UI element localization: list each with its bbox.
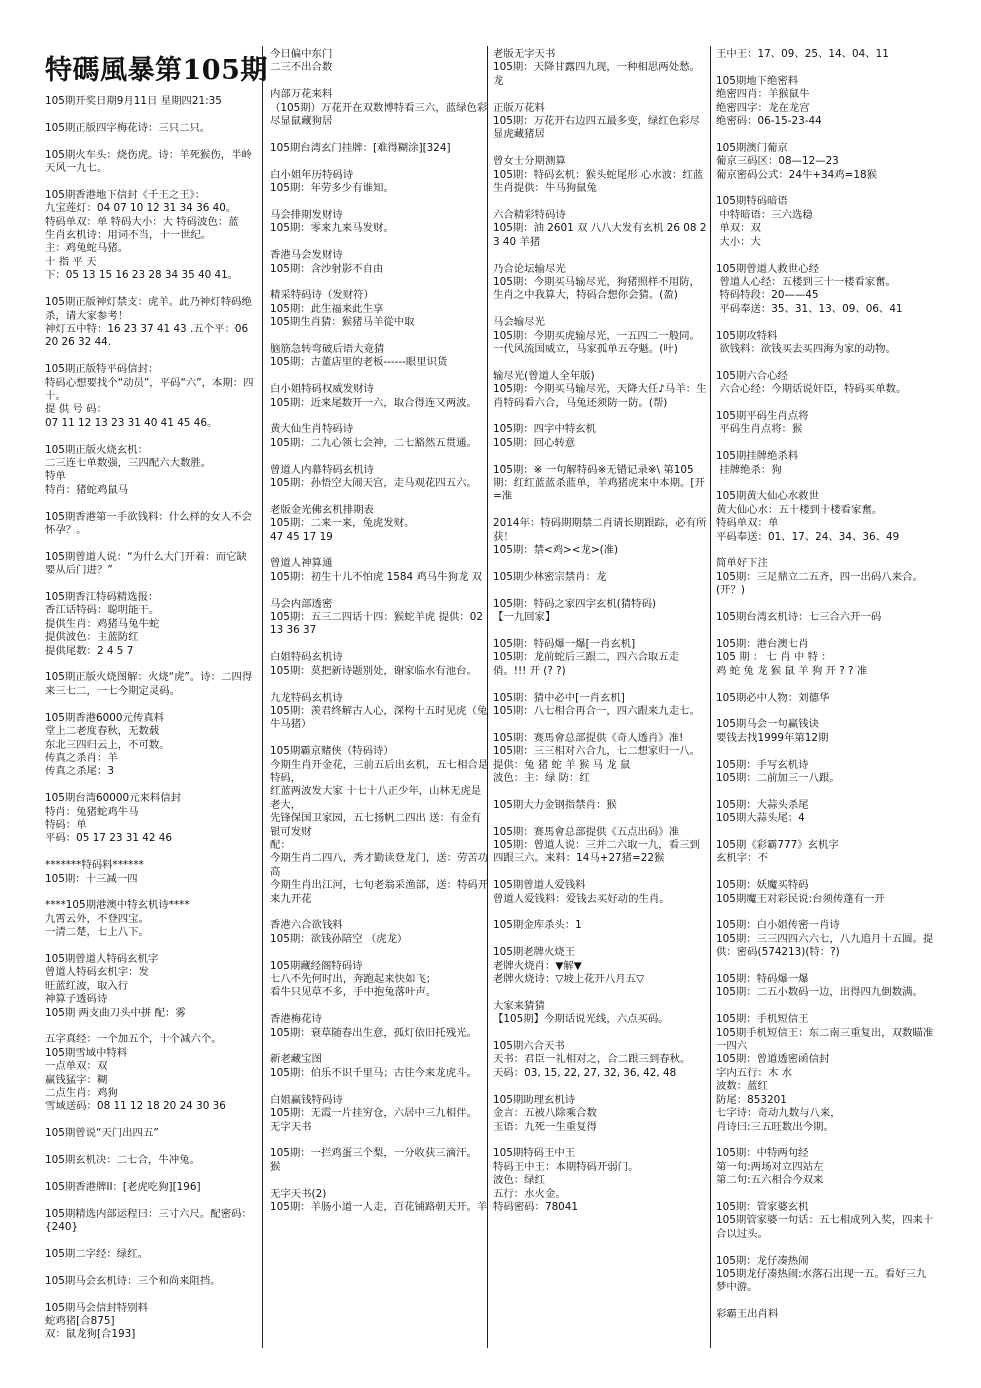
column-3-text: 老版无字天书 105期：天降甘露四九现，一种相思两处愁。龙 正版万花料 105期：万花开右边四五最多变，绿红色彩尽显虎藏猪居 曾女士分期测算 105期：特码玄机：猴头蛇尾形 心水波：红蓝 生肖提供：牛马狗鼠兔 六合精彩特码诗 105期：油 2601 双 八八大发有玄机 26 08 23 40 羊猪 乃合论坛输尽光 105期：今期买马输尽光，狗猪照样不用防，生肖之中我算大，特码合想你会猜。(盈) 马会输尽光 105期：今期买虎输尽光，一五四二一般同。一代风流国威立，马家孤单五夺魁。(叶) 输尽光(曾道人全年版) 105期：今期买马输尽光，天降大任♪马羊：生肖特码看六合，马兔还须防一防。(帮) 105期：四字中特玄机 105期：回心转意 105期：※ 一句解特码※无错记录※\ 第105期：红红蓝蓝杀蓝单，羊鸡猪虎来中本期。[开=准 2014年：特码期期禁二肖请长期跟踪，必有所获！ 105期：禁<鸡><龙>(准) 105期少林密宗禁肖：龙 105期：特码之家四字玄机(猜特码) 【一九回家】 105期：特码爆一爆[一肖玄机] 105期：龙前蛇后三跟二，四六合取五走俏。!!! 开 (? ?) 105期：猜中必中[一肖玄机] 105期：八七相合再合一，四六跟来九走七。 105期：赛馬會总部提供《奇人透肖》准! 105期：三三相对六合九，七二想家归一八。 提供：兔 猪 蛇 羊 猴 马 龙 鼠 波色：主：绿 防：红 105期大力金钢指禁肖：猴 105期：赛馬會总部提供《五点出码》准 105期：曾道人说：三并二六取一九，看三到四跟三六。来料：14马+27猪=22猴 105期曾道人爱钱料 曾道人爱钱料：爱钱去买好动的生肖。 105期金库杀头：1 105期老牌火烧王 老牌火烧肖：▼解▼ 老牌火烧诗：▽坡上花开八月五▽ 大家来猜猜 【105期】今期话说光线，六点买码。 105期六合天书 天书：君臣一礼相对之，合二跟三到春秋。 天码：03, 15, 22, 27, 32, 36, 42, 48 105期助理玄机诗 金言：五被八除乘合数 玉语：九死一生重复得 105期特码王中王 特码王中王：本期特码开弱门。 波色：绿红 五行：水火金。 特码密码：78041 [493,48,707,1213]
column-4-text: 王中王：17、09、25、14、04、11 105期地下绝密料 绝密四肖：羊猴鼠牛 绝密四字：龙在龙宫 绝密码：06-15-23-44 105期澳门葡京 葡京三码区：08—12—23 葡京密码公式：24牛+34鸡=18猴 105期特码暗语 中特暗语：三六选稳 单双：双 大小：大 105期曾道人救世心经 曾道人心经：五楼到三十一楼看家奮。 特码特段：20——45 平码奉送：35、31、13、09、06、41 105期攻特料 欲钱料：欲钱买去买四海为家的动物。 105期六合心经 六合心经：今期话说奸臣，特码买单数。 105期平码生肖点将 平码生肖点将：猴 105期挂牌绝杀料 挂牌绝杀：狗 105期黄大仙心水救世 黄大仙心水：五十楼到十楼看家奮。 特码单双：单 平码奉送：01、17、24、34、36、49 简单好下注 105期：三足鼎立二五齐，四一出码八来合。(开？) 105期台湾玄机诗：七三合六开一码 105期：港台澳七肖 105 期 ： 七 肖 中 特 ： 鸡 蛇 兔 龙 猴 鼠 羊 狗 开 ? ? 准 105期必中人物：刘德华 105期马会一句赢钱诀 要钱去找1999年第12期 105期：手写玄机诗 105期：二前加三一八跟。 105期：大蒜头杀尾 105期大蒜头尾：4 105期《彩霸777》玄机字 玄机字：不 105期：妖魔买特码 105期魔王对彩民说:台须传蓬有一开 105期：白小姐传密一肖诗 105期：三三四四六六七，八九追月十五圆。提供：密码(574213)(特：?) 105期：特码爆一爆 105期：二五小数码一边，出得四九倒数满。 105期：手机短信王 105期手机短信王：东二南三重复出，双数瞄准一四六 105期：曾道透密函信封 字内五行：木 水 波数：蓝红 防尾：853201 七字诗：奇动九数与八来， 肖诗曰:三五旺数出今期。 105期：中特两句经 第一句:两场对立四站左 第二句:五六相合今双来 105期：管家婆玄机 105期管家婆一句话：五七相成列入奖，四来十合以过头。 105期：龙仔凑热闹 105期龙仔凑热闹:水落石出现一五。看好三九梦中游。 彩霸王出肖料 [716,48,934,1321]
column-2-text: 今日偏中东门 二三不出合数 内部万花来料 （105期）万花开在双数博特看三六，蓝绿色彩尽显鼠藏狗居 105期台湾玄门挂牌：[难得糊涂][324] 白小姐年历特码诗 105期：年劳多少有谁知。 马会排期发财诗 105期：零来九来马发财。 香港马会发财诗 105期：含沙射影不自由 精采特码诗（发财符） 105期：此生福来此生享 105期生肖猜：猴猪马羊從中取 脑筋急转弯破后语大竟猜 105期：古董店里的老板------眼里识货 白小姐特码权威发财诗 105期：近来尾数开一六，取合得连又两波。 黄大仙生肖特码诗 105期：二九心领七会神，二七豁然五贯通。 曾道人内幕特码玄机诗 105期：孙悟空大闹天宫，走马观花四五六。 老版金光佛玄机排期表 105期：二来一来，兔虎发财。 47 45 17 19 曾道人神算通 105期：初生十儿不怕虎 1584 鸡马牛狗龙 双 马会内部透密 105期：五三二四话十四：猴蛇羊虎 提供：02 13 36 37 白姐特码玄机诗 105期：莫把新诗题别处，谢家临水有池台。 九龙特码玄机诗 105期：羡君终解古人心，深构十五时见虎（兔牛马猪） 105期霸京赌侠（特码诗） 今期生肖开金花，三前五后出玄机，五七相合是特码， 红蓝两波发大家 十七十八正少年，山林无虎是老大， 先锋保国卫家园，五七扬帆二四出 送：有金有银可发财 配： 今期生肖二四八，秀才勤读登龙门，送：劳苦功高 今期生肖出江河，七旬老翁采渔部，送：特码开来九开花 香港六合欲钱料 105期：欲钱孙陪空 （虎龙） 105期藏经阁特码诗 七八不先何时出，奔跑起来快如飞； 看牛只见草不多，手中抱兔落叶声。 香港梅花诗 105期：衰草随春出生意，孤灯依旧托残光。 新老藏宝图 105期：伯乐不识千里马；古往今来龙虎斗。 白姐赢钱特码诗 105期：无霞一片挂穷仓，六居中三九相伴。 无字天书 105期：一拦鸡蛋三个梨，一分收获三滴汗。 猴 无字天书(2) 105期：羊肠小道一人走，百花铺路朝天开。羊 [270,48,489,1213]
column-divider [262,46,263,1348]
column-divider [710,46,711,1348]
page-title: 特碼風暴第105期 [45,55,268,86]
column-1-text: 105期开奖日期9月11日 星期四21:35 105期正版四字梅花诗：三只二只。 105期火车头：烧伤虎。诗：羊死猴伤，半岭天风一九七。 105期香港地下信封《千王之王》： 九宝莲灯：04 07 10 12 31 34 36 40。 特码单双：单 特码大小：大 特码波色：蓝 生肖玄机诗：用词不当，十一世纪。 主：鸡兔蛇马猪。 十 指 平 天 下：05 13 15 16 23 28 34 35 40 41。 105期正版神灯禁支：虎羊。此乃神灯特码绝杀，请大家参考！ 神灯五中特：16 23 37 41 43 .五个平：06 20 26 32 44. 105期正版特平码信封： 特码心想要找个“动员”，平码“六”，本期：四十。 提 供 号 码： 07 11 12 13 23 31 40 41 45 46。 105期正版火烧玄机： 二三连七单数强，三四配六大数胜。 特单 特肖：猪蛇鸡鼠马 105期香港第一手欲钱料：什么样的女人不会怀孕？。 105期曾道人说：“为什么大门开着：而它缺要从后门进？” 105期香江特码精选报： 香江话特码：聪明能干。 提供生肖：鸡猪马兔牛蛇 提供波色：主蓝防红 提供尾数：2 4 5 7 105期正版火烧图解：火烧“虎”。诗：二四得来三七二，一七今期定灵码。 105期香港6000元传真料 堂上二老度春秋，无数载 东北三四归云上，不可数。 传真之杀肖：羊 传真之杀尾：3 105期台湾60000元来料信封 特肖：兔猪蛇鸡牛马 特码：单 平码：05 17 23 31 42 46 *******特码料****** 105期：十三减一四 ****105期港澳中特玄机诗**** 九霄云外，不登四宝。 一清二楚，七上八下。 105期曾道人特码玄机字 曾道人特码玄机字：发 旺蓝红波，取入行 神算子透码诗 105期 两支曲刀头中拼 配：雾 五字真经：一个加五个，十个减六个。 105期雪域中特料 一点单双：双 赢钱猛字：糊 二点生肖：鸡狗 雪域送码：08 11 12 18 20 24 30 36 105期曾说“天门出四五” 105期玄机决：二七合，牛冲兔。 105期香港牌II：[老虎吃狗][196] 105期精选内部运程曰：三寸六尺。配密码：{240} 105期二字经：绿红。 105期马会玄机诗：三个和尚来阻挡。 105期马会信封特别料 蛇鸡猪[合875] 双：鼠龙狗[合193] [45,95,254,1341]
